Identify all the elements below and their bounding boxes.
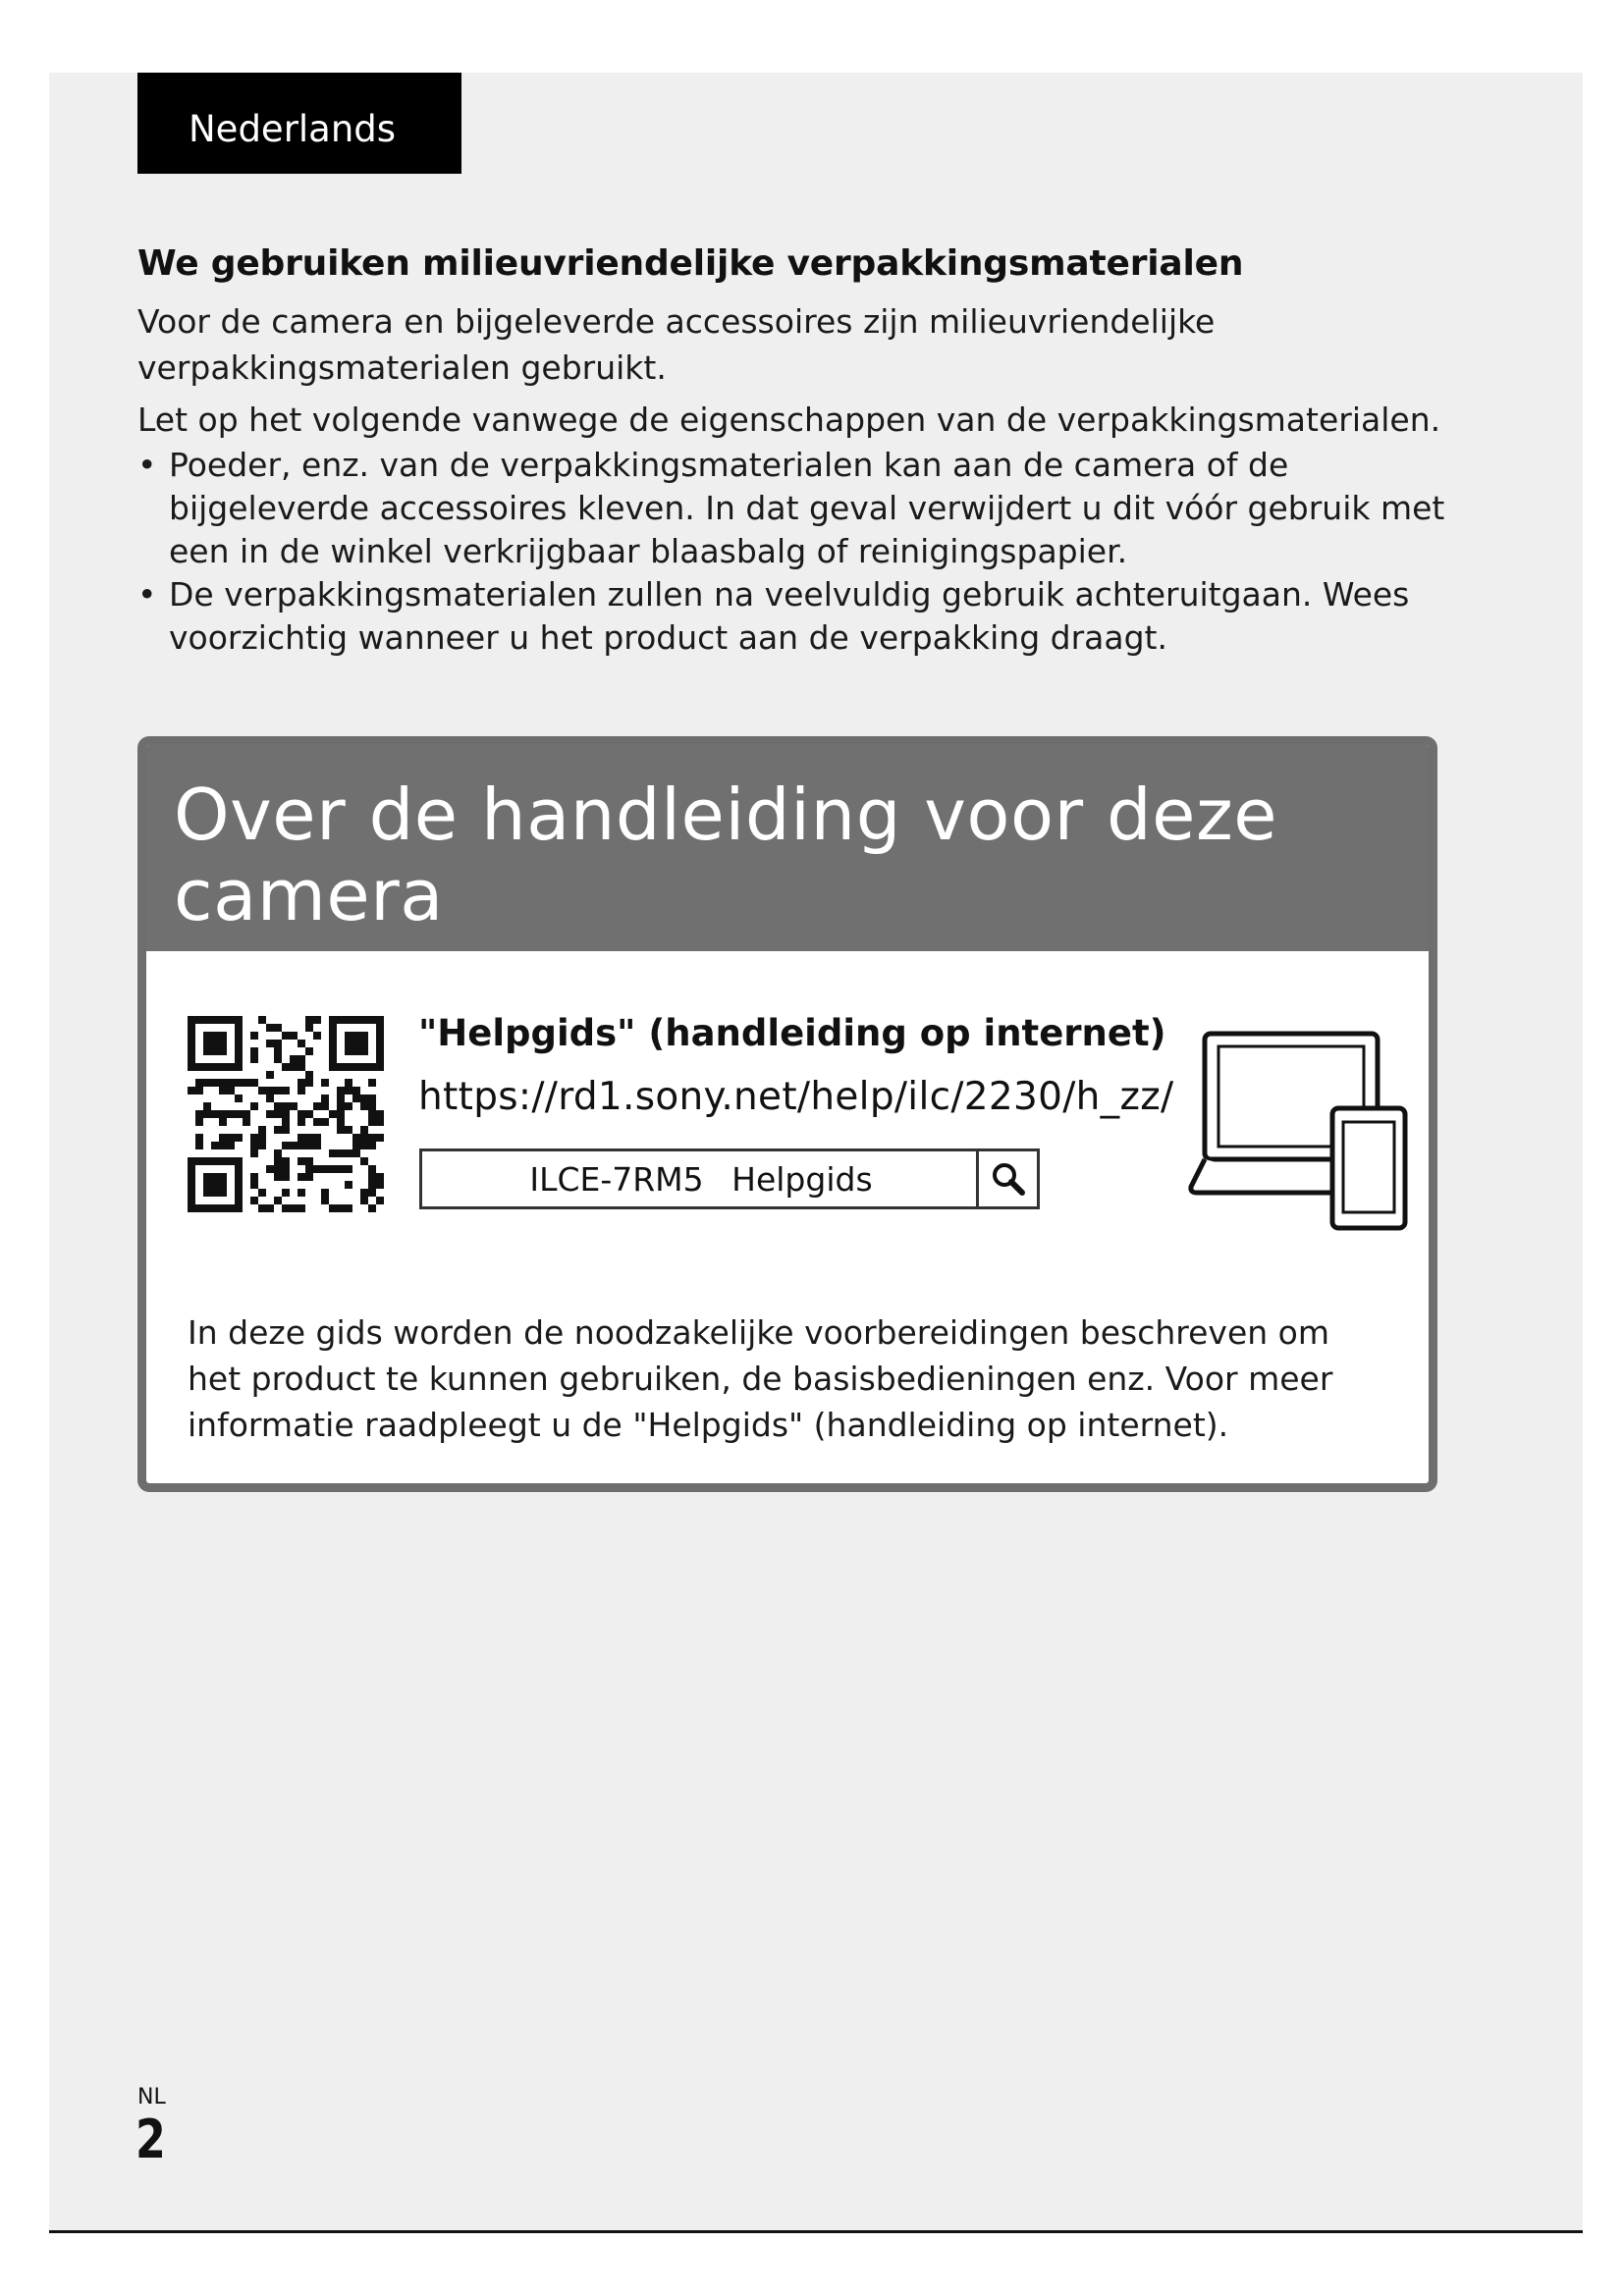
list-item (137, 444, 1453, 573)
bullet-text: Poeder, enz. van de verpakkingsmaterialen kan aan de camera of de bijgeleverde accessoires kleven. In dat geval verwijdert u dit vóór gebruik met een in de winkel verkrijgbaar blaasbalg of reinigingspapier. (169, 446, 1445, 570)
search-icon (989, 1159, 1028, 1199)
search-input[interactable]: ILCE-7RM5 Helpgids (529, 1159, 873, 1199)
search-button[interactable] (976, 1151, 1037, 1206)
language-tab (137, 73, 461, 174)
bullet-text: De verpakkingsmaterialen zullen na veelvuldig gebruik achteruitgaan. Wees voorzichtig wanneer u het product aan de verpakking draagt. (169, 575, 1410, 657)
section-paragraph-2: Let op het volgende vanwege de eigenschappen van de verpakkingsmaterialen. (137, 400, 1441, 439)
manual-description: In deze gids worden de noodzakelijke voorbereidingen beschreven om het product te kunnen gebruiken, de basisbedieningen enz. Voor meer informatie raadpleegt u de "Helpgids" (handleiding op internet). (188, 1313, 1333, 1444)
bullet-list (137, 444, 1453, 660)
qr-code-icon[interactable] (188, 1016, 384, 1212)
search-bar[interactable] (419, 1148, 1040, 1209)
laptop-and-smartphone-icon (1187, 1030, 1413, 1231)
bullet-icon: • (137, 575, 157, 614)
language-code-label: NL (137, 2085, 166, 2109)
helpgids-title: "Helpgids" (handleiding op internet) (418, 1012, 1166, 1054)
section-paragraph-1: Voor de camera en bijgeleverde accessoires zijn milieuvriendelijke verpakkingsmaterialen gebruikt. (137, 302, 1216, 387)
list-item (137, 573, 1453, 660)
page-number: 2 (135, 2109, 166, 2170)
bullet-icon: • (137, 446, 157, 484)
language-tab-label: Nederlands (189, 108, 397, 150)
helpgids-url[interactable]: https://rd1.sony.net/help/ilc/2230/h_zz/ (418, 1075, 1174, 1119)
manual-info-box (137, 736, 1437, 1492)
bottom-divider (49, 2230, 1583, 2233)
manual-box-title: Over de handleiding voor deze camera (174, 774, 1278, 936)
section-heading: We gebruiken milieuvriendelijke verpakkingsmaterialen (137, 243, 1244, 284)
manual-box-header (146, 745, 1429, 951)
